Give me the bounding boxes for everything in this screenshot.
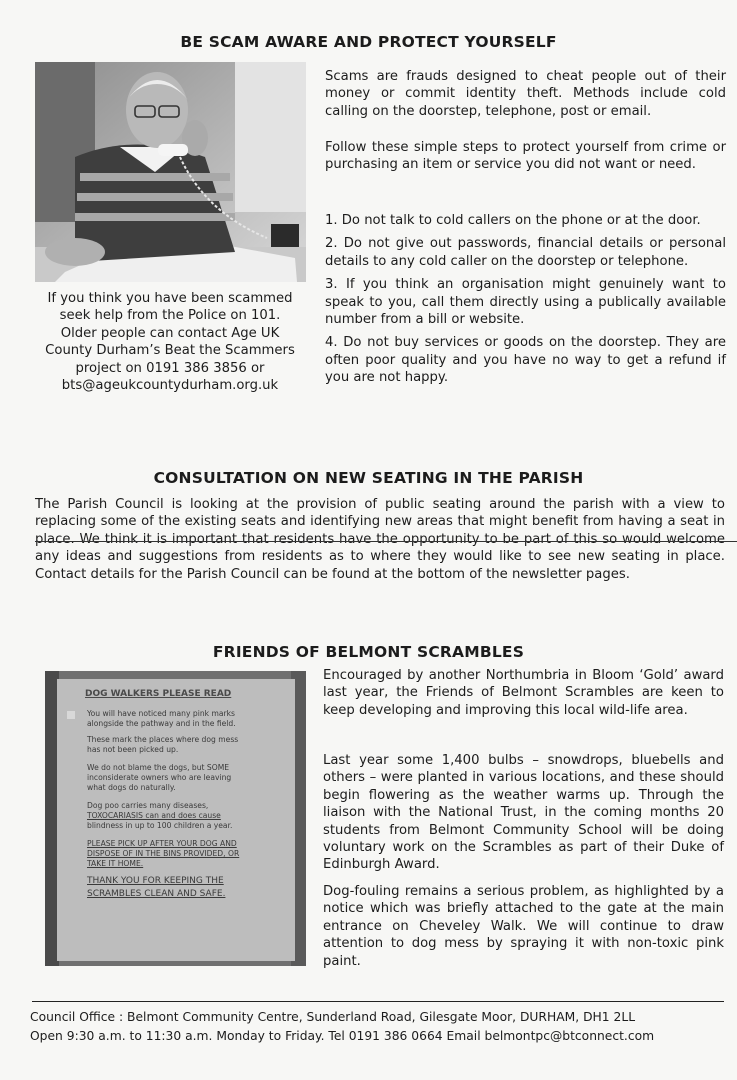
notice-line: These mark the places where dog mess [87,735,239,744]
man-on-phone-photo [35,62,306,282]
notice-line: TAKE IT HOME. [87,859,144,868]
caption-line: seek help from the Police on 101. [59,308,281,324]
caption-line: Older people can contact Age UK [60,325,280,341]
scam-follow: Follow these simple steps to protect yourself from crime or purchasing an item or service you did not want or need. [325,140,726,173]
caption-line: If you think you have been scammed [47,291,293,306]
scrambles-p1: Encouraged by another Northumbria in Bloom ‘Gold’ award last year, the Friends of Belmont Scrambles are keen to keep developing and improving this local wild-life area. [323,668,724,718]
scam-heading: BE SCAM AWARE AND PROTECT YOURSELF [180,33,557,51]
notice-line: has not been picked up. [87,745,179,754]
notice-line: We do not blame the dogs, but SOME [87,763,230,772]
footer-rule [32,1001,724,1002]
notice-line: inconsiderate owners who are leaving [87,773,232,782]
scam-help-caption [32,290,308,394]
notice-line: TOXOCARIASIS can and does cause [87,811,221,820]
notice-line: You will have noticed many pink marks [87,709,235,718]
notice-line: SCRAMBLES CLEAN AND SAFE. [87,889,226,899]
scrambles-heading: FRIENDS OF BELMONT SCRAMBLES [212,643,525,661]
scrambles-p3: Dog-fouling remains a serious problem, as highlighted by a notice which was briefly attached to the gate at the main entrance on Cheveley Walk. We will continue to draw attention to dog mess by spraying it with non-toxic pink paint. [323,884,724,969]
seating-body: The Parish Council is looking at the provision of public seating around the parish with a view to replacing some of the existing seats and identifying new areas that might benefit from having a seat in place. We think it is important that residents have the opportunity to be part of this so would welcome any ideas and suggestions from residents as to where they would like to see new seating in place. Contact details for the Parish Council can be found at the bottom of the newsletter pages. [35,497,725,582]
scam-step: 2. Do not give out passwords, financial details or personal details to any cold caller on the doorstep or telephone. [325,236,726,269]
strikethrough-line [35,541,737,542]
caption-line: County Durham’s Beat the Scammers [45,343,295,359]
seating-heading: CONSULTATION ON NEW SEATING IN THE PARISH [153,469,584,487]
scam-step: 4. Do not buy services or goods on the doorstep. They are often poor quality and you have no way to get a refund if you are not happy. [325,335,726,386]
caption-line: project on 0191 386 3856 or [75,360,265,376]
notice-line: THANK YOU FOR KEEPING THE [87,876,224,886]
scrambles-p2: Last year some 1,400 bulbs – snowdrops, bluebells and others – were planted in various locations, and these should begin flowering as the weather warms up. Through the liaison with the National Trust, in the coming months 20 students from Belmont Community School will be doing voluntary work on the Scrambles as part of their Duke of Edinburgh Award. [323,753,724,873]
caption-line: bts@ageukcountydurham.org.uk [61,378,279,394]
notice-line: what dogs do naturally. [87,783,176,792]
notice-line: alongside the pathway and in the field. [87,719,236,728]
notice-line: PLEASE PICK UP AFTER YOUR DOG AND [87,839,237,848]
scam-step: 1. Do not talk to cold callers on the phone or at the door. [325,213,701,228]
scam-step: 3. If you think an organisation might genuinely want to speak to you, call them directly using a publically available number from a bill or website. [325,277,726,328]
footer-line-address: Council Office : Belmont Community Centre, Sunderland Road, Gilesgate Moor, DURHAM, DH1 2LL [30,1010,636,1024]
scam-intro: Scams are frauds designed to cheat people out of their money or commit identity theft. Methods include cold calling on the doorstep, telephone, post or email. [325,69,726,119]
notice-title: DOG WALKERS PLEASE READ [85,689,232,699]
scam-steps-list [325,212,726,393]
footer-address [30,1008,722,1046]
footer-line-contact: Open 9:30 a.m. to 11:30 a.m. Monday to Friday. Tel 0191 386 0664 Email belmontpc@btconnect.com [30,1029,655,1043]
notice-line: Dog poo carries many diseases, [87,801,209,810]
notice-line: blindness in up to 100 children a year. [87,821,233,830]
notice-line: DISPOSE OF IN THE BINS PROVIDED, OR [87,849,240,858]
dog-walkers-notice-photo [45,671,306,966]
